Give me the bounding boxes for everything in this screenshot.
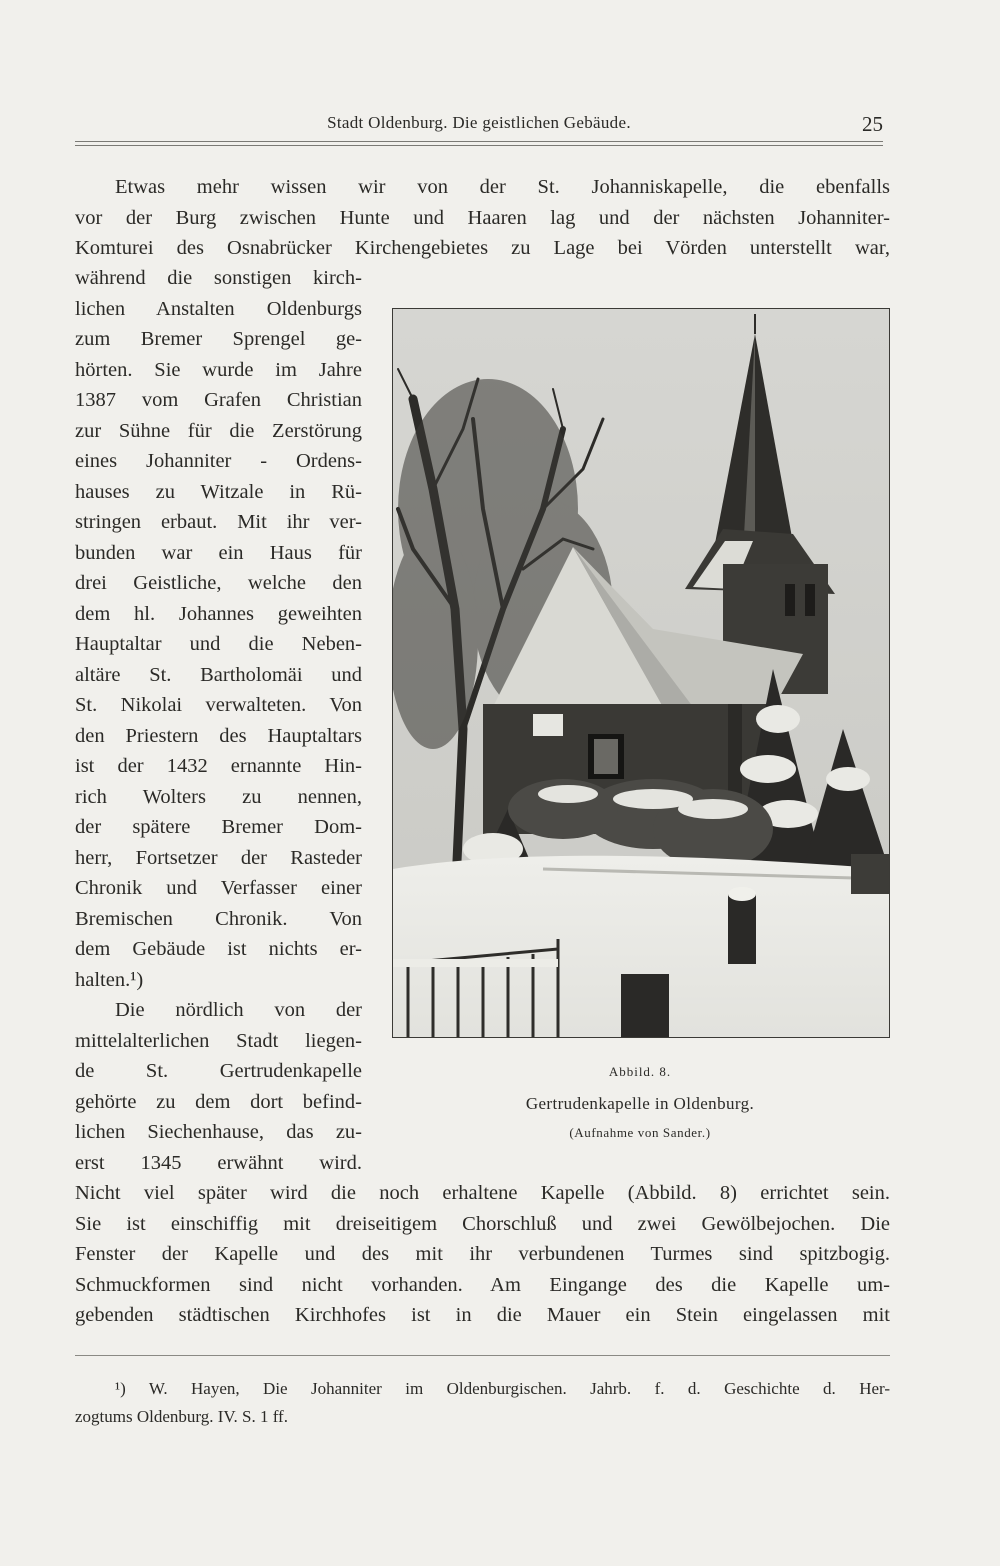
footnote-line: zogtums Oldenburg. IV. S. 1 ff. [75, 1407, 288, 1426]
text-line: herr, Fortsetzer der Rasteder [75, 846, 362, 869]
text-line: Chronik und Verfasser einer [75, 877, 362, 899]
text-line: der spätere Bremer Dom- [75, 816, 362, 838]
running-title: Stadt Oldenburg. Die geistlichen Gebäude. [327, 113, 631, 132]
footnote [75, 1375, 890, 1431]
paragraph-top [75, 172, 890, 264]
text-line: Nicht viel später wird die noch erhaltene Kapelle (Abbild. 8) errichtet sein. [75, 1182, 890, 1204]
figure-label: Abbild. 8. [608, 1064, 672, 1079]
text-line: Hauptaltar und die Neben- [75, 633, 362, 655]
text-line: rich Wolters zu nennen, [75, 785, 362, 808]
header-rule [75, 141, 883, 146]
text-line: lichen Anstalten Oldenburgs [75, 297, 362, 320]
text-line: zur Sühne für die Zerstörung [75, 419, 362, 442]
text-line: drei Geistliche, welche den [75, 572, 362, 594]
text-line: eines Johanniter - Ordens- [75, 450, 362, 472]
text-line: St. Nikolai verwalteten. Von [75, 694, 362, 716]
text-line: lichen Siechenhause, das zu- [75, 1121, 362, 1143]
figure-credit: (Aufnahme von Sander.) [569, 1125, 711, 1140]
footnote-line: ¹) W. Hayen, Die Johanniter im Oldenburgischen. Jahrb. f. d. Geschichte d. Her- [115, 1379, 890, 1398]
text-line: zum Bremer Sprengel ge- [75, 328, 362, 350]
text-line: Bremischen Chronik. Von [75, 907, 362, 930]
text-line: Komturei des Osnabrücker Kirchengebietes zu Lage bei Vörden unterstellt war, [75, 237, 890, 259]
text-line: bunden war ein Haus für [75, 541, 362, 564]
figure-caption: Gertrudenkapelle in Oldenburg. [525, 1094, 755, 1113]
text-line: Die nördlich von der [115, 999, 362, 1021]
text-line: altäre St. Bartholomäi und [75, 663, 362, 686]
church-photograph [392, 308, 890, 1038]
text-line: ist der 1432 ernannte Hin- [75, 755, 362, 777]
text-line: Etwas mehr wissen wir von der St. Johanniskapelle, die ebenfalls [115, 176, 890, 198]
text-line: dem hl. Johannes geweihten [75, 602, 362, 625]
text-line: den Priestern des Hauptaltars [75, 724, 362, 747]
text-line: hauses zu Witzale in Rü- [75, 480, 362, 503]
text-line: Schmuckformen sind nicht vorhanden. Am Eingange des die Kapelle um- [75, 1273, 890, 1296]
text-line: stringen erbaut. Mit ihr ver- [75, 511, 362, 533]
photo-illustration [393, 309, 889, 1037]
text-line: dem Gebäude ist nichts er- [75, 938, 362, 960]
text-line: während die sonstigen kirch- [75, 267, 362, 289]
text-line: hörten. Sie wurde im Jahre [75, 358, 362, 381]
text-line: halten.¹) [75, 968, 144, 991]
left-column-text [75, 263, 362, 1178]
text-line: gebenden städtischen Kirchhofes ist in die Mauer ein Stein eingelassen mit [75, 1304, 890, 1326]
text-line: gehörte zu dem dort befind- [75, 1090, 362, 1113]
footnote-rule [75, 1355, 890, 1356]
text-line: de St. Gertrudenkapelle [75, 1060, 362, 1082]
text-line: mittelalterlichen Stadt liegen- [75, 1029, 362, 1052]
text-line: vor der Burg zwischen Hunte und Haaren lag und der nächsten Johanniter- [75, 206, 890, 229]
paragraph-bottom [75, 1178, 890, 1331]
text-line: 1387 vom Grafen Christian [75, 389, 362, 411]
page-number: 25 [862, 112, 883, 136]
text-line: Fenster der Kapelle und des mit ihr verbundenen Turmes sind spitzbogig. [75, 1243, 890, 1265]
text-line: erst 1345 erwähnt wird. [75, 1151, 362, 1174]
text-line: Sie ist einschiffig mit dreiseitigem Chorschluß und zwei Gewölbejochen. Die [75, 1212, 890, 1235]
